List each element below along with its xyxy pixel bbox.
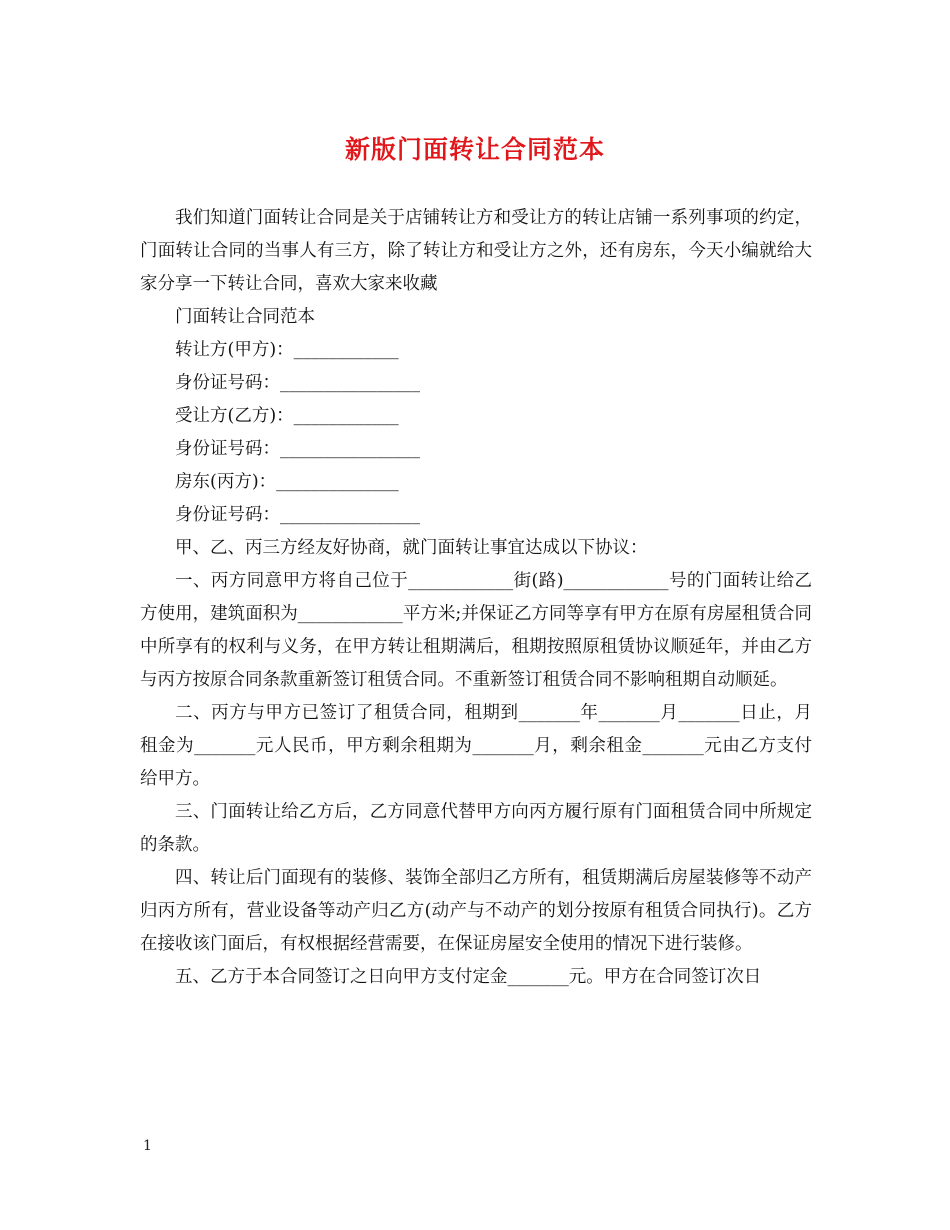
clause-1: 一、丙方同意甲方将自己位于____________街(路)____________号的门面转让给乙方使用，建筑面积为____________平方米;并保证乙方同等享有甲方在原有房屋租赁合同中所享有的权利与义务，在甲方转让租期满后，租期按照原租赁协议顺延年，并由乙方与丙方按原合同条款重新签订租赁合同。不重新签订租赁合同不影响租期自动顺延。 — [140, 571, 812, 690]
party-b-id-line: 身份证号码：________________ — [175, 439, 420, 459]
document-body — [140, 202, 812, 994]
clause-5: 五、乙方于本合同签订之日向甲方支付定金_______元。甲方在合同签订次日 — [175, 967, 762, 987]
party-b-line: 受让方(乙方)：____________ — [175, 406, 399, 426]
clause-2: 二、丙方与甲方已签订了租赁合同，租期到_______年_______月_______日止，月租金为_______元人民币，甲方剩余租期为_______月，剩余租金_______元由乙方支付给甲方。 — [140, 703, 812, 789]
agreement-intro-line: 甲、乙、丙三方经友好协商，就门面转让事宜达成以下协议： — [175, 538, 648, 558]
document-title: 新版门面转让合同范本 — [344, 135, 605, 164]
clause-3: 三、门面转让给乙方后，乙方同意代替甲方向丙方履行原有门面租赁合同中所规定的条款。 — [140, 802, 812, 855]
page-number: 1 — [143, 1138, 152, 1154]
party-c-line: 房东(丙方)：______________ — [175, 472, 399, 492]
party-a-id-line: 身份证号码：________________ — [175, 373, 420, 393]
intro-paragraph: 我们知道门面转让合同是关于店铺转让方和受让方的转让店铺一系列事项的约定，门面转让合同的当事人有三方，除了转让方和受让方之外，还有房东，今天小编就给大家分享一下转让合同，喜欢大家来收藏 — [140, 208, 812, 294]
subtitle-line: 门面转让合同范本 — [175, 307, 315, 327]
party-c-id-line: 身份证号码：________________ — [175, 505, 420, 525]
clause-4: 四、转让后门面现有的装修、装饰全部归乙方所有，租赁期满后房屋装修等不动产归丙方所有，营业设备等动产归乙方(动产与不动产的划分按原有租赁合同执行)。乙方在接收该门面后，有权根据经营需要，在保证房屋安全使用的情况下进行装修。 — [140, 868, 812, 954]
party-a-line: 转让方(甲方)：____________ — [175, 340, 399, 360]
